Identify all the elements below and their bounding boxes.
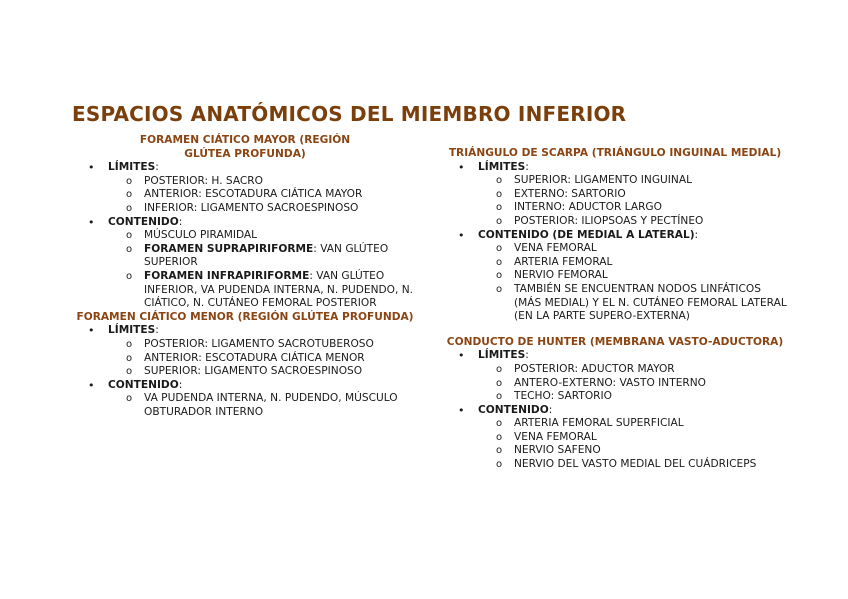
list-item: o INTERNO: ADUCTOR LARGO xyxy=(478,201,790,215)
term-bold: FORAMEN INFRAPIRIFORME xyxy=(144,269,310,282)
contenido-item: • CONTENIDO: o MÚSCULO PIRAMIDAL o FORAMEN SUPRAPIRIFORME: VAN GLÚTEO SUPERIOR o FORAMEN INFRAPIRIFORME: VAN GLÚTEO INFERIOR, VA PUDENDA INTERNA, N. PUDENDO, N. CIÁTICO, N. CUTÁNEO FEMORAL POSTERIOR xyxy=(70,216,420,311)
section-heading: CONDUCTO DE HUNTER (MEMBRANA VASTO-ADUCTORA) xyxy=(446,335,784,348)
limites-label: LÍMITES xyxy=(478,349,526,362)
limites-list xyxy=(108,338,420,379)
list-item: o SUPERIOR: LIGAMENTO SACROESPINOSO xyxy=(108,365,420,379)
page-title: ESPACIOS ANATÓMICOS DEL MIEMBRO INFERIOR xyxy=(72,102,627,126)
list-item: o POSTERIOR: ADUCTOR MAYOR xyxy=(478,363,790,377)
section-list xyxy=(440,349,790,471)
list-item: o EXTERNO: SARTORIO xyxy=(478,188,790,202)
term-description: : VAN GLÚTEO INFERIOR, VA PUDENDA INTERNA, N. PUDENDO, N. CIÁTICO, N. CUTÁNEO FEMORAL POSTERIOR xyxy=(144,269,414,310)
contenido-label: CONTENIDO xyxy=(108,378,179,391)
list-item: o VENA FEMORAL xyxy=(478,431,790,445)
section-foramen-ciatico-mayor xyxy=(70,134,420,311)
limites-list xyxy=(108,175,420,216)
contenido-label: CONTENIDO xyxy=(478,403,549,416)
list-item: o POSTERIOR: LIGAMENTO SACROTUBEROSO xyxy=(108,338,420,352)
section-triangulo-scarpa xyxy=(440,147,790,324)
list-item: o TECHO: SARTORIO xyxy=(478,390,790,404)
contenido-item: • CONTENIDO (DE MEDIAL A LATERAL): o VENA FEMORAL o ARTERIA FEMORAL o NERVIO FEMORAL o TAMBIÉN SE ENCUENTRAN NODOS LINFÁTICOS (MÁS MEDIAL) Y EL N. CUTÁNEO FEMORAL LATERAL (EN LA PARTE SUPERO-EXTERNA) xyxy=(440,229,790,324)
section-heading: FORAMEN CIÁTICO MAYOR (REGIÓN GLÚTEA PROFUNDA) xyxy=(139,134,351,160)
limites-item: • LÍMITES: o SUPERIOR: LIGAMENTO INGUINAL o EXTERNO: SARTORIO o INTERNO: ADUCTOR LARGO o POSTERIOR: ILIOPSOAS Y PECTÍNEO xyxy=(440,161,790,229)
left-column xyxy=(70,134,420,419)
list-item: o ANTERIOR: ESCOTADURA CIÁTICA MENOR xyxy=(108,352,420,366)
list-item: o NERVIO SAFENO xyxy=(478,444,790,458)
contenido-label: CONTENIDO xyxy=(108,215,179,228)
limites-item: • LÍMITES: o POSTERIOR: ADUCTOR MAYOR o ANTERO-EXTERNO: VASTO INTERNO o TECHO: SARTORIO xyxy=(440,349,790,403)
list-item xyxy=(108,243,420,270)
limites-list xyxy=(478,174,790,228)
contenido-item: • CONTENIDO: o ARTERIA FEMORAL SUPERFICIAL o VENA FEMORAL o NERVIO SAFENO o NERVIO DEL VASTO MEDIAL DEL CUÁDRICEPS xyxy=(440,404,790,472)
list-item: o ANTERIOR: ESCOTADURA CIÁTICA MAYOR xyxy=(108,188,420,202)
list-item: o TAMBIÉN SE ENCUENTRAN NODOS LINFÁTICOS (MÁS MEDIAL) Y EL N. CUTÁNEO FEMORAL LATERAL (EN LA PARTE SUPERO-EXTERNA) xyxy=(478,283,790,324)
limites-label: LÍMITES xyxy=(108,161,156,174)
list-item: o INFERIOR: LIGAMENTO SACROESPINOSO xyxy=(108,202,420,216)
list-item: o VA PUDENDA INTERNA, N. PUDENDO, MÚSCULO OBTURADOR INTERNO xyxy=(108,392,420,419)
limites-list xyxy=(478,363,790,404)
list-item: o MÚSCULO PIRAMIDAL xyxy=(108,229,420,243)
contenido-list xyxy=(478,242,790,324)
contenido-list xyxy=(478,417,790,471)
section-foramen-ciatico-menor xyxy=(70,311,420,420)
contenido-label: CONTENIDO (DE MEDIAL A LATERAL) xyxy=(478,228,695,241)
term-description: : VAN GLÚTEO SUPERIOR xyxy=(144,242,389,269)
list-item: o SUPERIOR: LIGAMENTO INGUINAL xyxy=(478,174,790,188)
list-item: o ARTERIA FEMORAL SUPERFICIAL xyxy=(478,417,790,431)
section-heading: FORAMEN CIÁTICO MENOR (REGIÓN GLÚTEA PROFUNDA) xyxy=(76,310,414,323)
list-item: o POSTERIOR: ILIOPSOAS Y PECTÍNEO xyxy=(478,215,790,229)
limites-item: • LÍMITES: o POSTERIOR: LIGAMENTO SACROTUBEROSO o ANTERIOR: ESCOTADURA CIÁTICA MENOR o SUPERIOR: LIGAMENTO SACROESPINOSO xyxy=(70,324,420,378)
list-item: o NERVIO FEMORAL xyxy=(478,269,790,283)
section-list xyxy=(70,324,420,419)
list-item: o NERVIO DEL VASTO MEDIAL DEL CUÁDRICEPS xyxy=(478,458,790,472)
right-column xyxy=(440,147,790,472)
limites-label: LÍMITES xyxy=(108,324,156,337)
section-conducto-hunter xyxy=(440,336,790,472)
limites-item: • LÍMITES: o POSTERIOR: H. SACRO o ANTERIOR: ESCOTADURA CIÁTICA MAYOR o INFERIOR: LIGAMENTO SACROESPINOSO xyxy=(70,161,420,215)
contenido-item: • CONTENIDO: o VA PUDENDA INTERNA, N. PUDENDO, MÚSCULO OBTURADOR INTERNO xyxy=(70,379,420,420)
section-list xyxy=(70,161,420,311)
contenido-list xyxy=(108,392,420,419)
list-item: o VENA FEMORAL xyxy=(478,242,790,256)
contenido-list xyxy=(108,229,420,311)
term-bold: FORAMEN SUPRAPIRIFORME xyxy=(144,242,314,255)
section-heading: TRIÁNGULO DE SCARPA (TRIÁNGULO INGUINAL MEDIAL) xyxy=(448,147,782,159)
list-item: o ARTERIA FEMORAL xyxy=(478,256,790,270)
list-item: o ANTERO-EXTERNO: VASTO INTERNO xyxy=(478,377,790,391)
list-item xyxy=(108,270,420,311)
list-item: o POSTERIOR: H. SACRO xyxy=(108,175,420,189)
section-list xyxy=(440,161,790,324)
limites-label: LÍMITES xyxy=(478,160,526,173)
